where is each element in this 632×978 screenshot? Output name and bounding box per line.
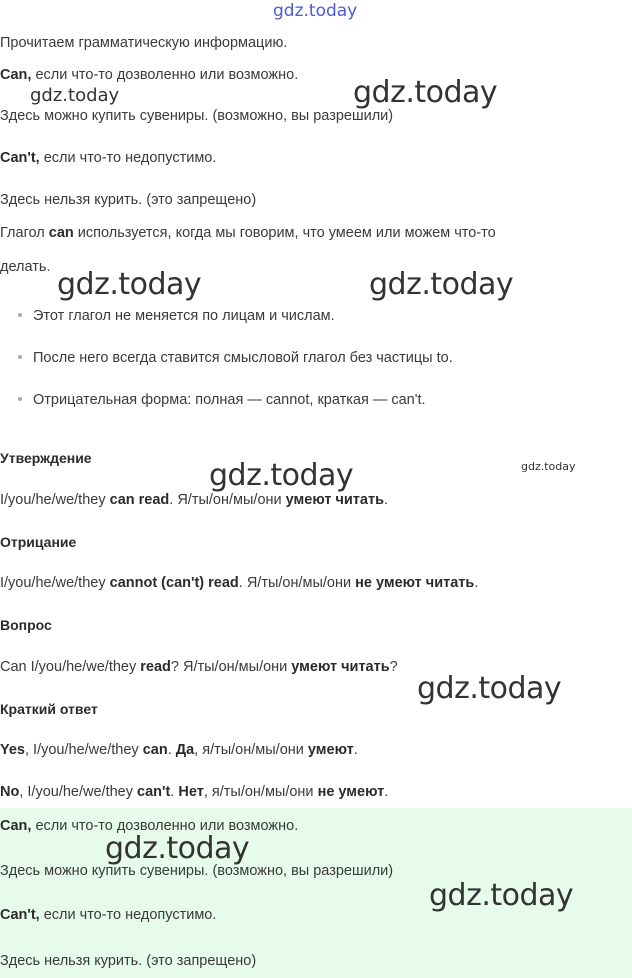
short-answer-yes: [0, 740, 358, 760]
seg: I/you/he/we/they: [0, 492, 110, 508]
usage-text-a: Глагол: [0, 225, 49, 241]
seg-bold: не умеют читать: [355, 575, 475, 591]
usage-can: can: [48, 225, 74, 241]
seg-bold: can: [142, 742, 168, 758]
watermark: gdz.today: [521, 460, 576, 473]
seg-bold: Yes: [0, 742, 25, 758]
bullet-dot: [18, 397, 22, 401]
bullet-text: Отрицательная форма: полная — cannot, краткая — can't.: [33, 392, 426, 408]
seg-bold: Да: [175, 742, 195, 758]
usage-line-2: делать.: [0, 259, 51, 275]
cant-word: Can't,: [0, 150, 40, 166]
seg: , я/ты/он/мы/они: [194, 742, 308, 758]
cant-rule: [0, 148, 216, 168]
cant-rule-text: если что-то недопустимо.: [39, 150, 217, 166]
short-answer-no: [0, 782, 388, 802]
usage-text-b: используется, когда мы говорим, что умеем или можем что-то: [73, 225, 496, 241]
seg: .: [474, 575, 479, 591]
watermark: gdz.today: [209, 458, 354, 493]
heading-short-answer: Краткий ответ: [0, 701, 98, 717]
seg: .: [384, 784, 389, 800]
seg: .: [383, 492, 389, 508]
watermark: gdz.today: [57, 267, 202, 302]
can-word: Can,: [0, 67, 32, 83]
seg: , I/you/he/we/they: [25, 742, 143, 758]
heading-negative: Отрицание: [0, 534, 77, 550]
watermark: gdz.today: [429, 878, 574, 913]
bullet-dot: [18, 313, 22, 317]
can-rule-text: если что-то дозволенно или возможно.: [31, 67, 299, 83]
can-example-repeat: Здесь можно купить сувениры. (возможно, вы разрешили): [0, 863, 394, 879]
cant-rule-text: если что-то недопустимо.: [39, 907, 217, 923]
bullet-item: [18, 390, 426, 410]
seg: Can I/you/he/we/they: [0, 659, 141, 675]
can-example: Здесь можно купить сувениры. (возможно, вы разрешили): [0, 108, 394, 124]
watermark: gdz.today: [369, 267, 514, 302]
can-rule: [0, 65, 298, 85]
seg: I/you/he/we/they: [0, 575, 110, 591]
cant-word: Can't,: [0, 907, 40, 923]
seg-bold: can't: [137, 784, 171, 800]
watermark: gdz.today: [353, 75, 498, 110]
watermark: gdz.today: [30, 85, 120, 106]
seg: .: [353, 742, 358, 758]
bullet-text: Этот глагол не меняется по лицам и числам.: [33, 308, 335, 324]
can-word: Can,: [0, 818, 32, 834]
can-rule-text: если что-то дозволенно или возможно.: [31, 818, 299, 834]
affirmative-example: [0, 490, 388, 510]
seg-bold: не умеют: [317, 784, 385, 800]
seg-bold: cannot (can't) read: [109, 575, 239, 591]
seg-bold: умеют читать: [291, 659, 390, 675]
watermark-top: gdz.today: [273, 1, 358, 21]
seg-bold: Нет: [178, 784, 204, 800]
heading-question: Вопрос: [0, 617, 52, 633]
bullet-item: [18, 306, 335, 326]
seg: . Я/ты/он/мы/они: [238, 575, 356, 591]
watermark: gdz.today: [105, 831, 250, 866]
seg-bold: умеют читать: [285, 492, 384, 508]
negative-example: [0, 573, 478, 593]
cant-example: Здесь нельзя курить. (это запрещено): [0, 192, 257, 208]
bullet-dot: [18, 355, 22, 359]
intro-text: Прочитаем грамматическую информацию.: [0, 35, 288, 51]
seg-bold: умеют: [307, 742, 354, 758]
cant-example-repeat: Здесь нельзя курить. (это запрещено): [0, 953, 257, 969]
watermark: gdz.today: [417, 671, 562, 706]
seg: , я/ты/он/мы/они: [203, 784, 318, 800]
bullet-item: [18, 348, 453, 368]
seg: . Я/ты/он/мы/они: [169, 492, 286, 508]
seg-bold: No: [0, 784, 20, 800]
question-example: [0, 657, 398, 677]
usage-line-1: [0, 223, 496, 243]
seg: .: [167, 742, 176, 758]
heading-affirmative: Утверждение: [0, 450, 92, 466]
seg: ?: [389, 659, 398, 675]
bullet-text: После него всегда ставится смысловой глагол без частицы to.: [33, 350, 453, 366]
seg: , I/you/he/we/they: [19, 784, 138, 800]
seg-bold: can read: [109, 492, 170, 508]
seg: ? Я/ты/он/мы/они: [170, 659, 292, 675]
seg: .: [170, 784, 179, 800]
seg-bold: read: [140, 659, 171, 675]
cant-rule-repeat: [0, 905, 216, 925]
